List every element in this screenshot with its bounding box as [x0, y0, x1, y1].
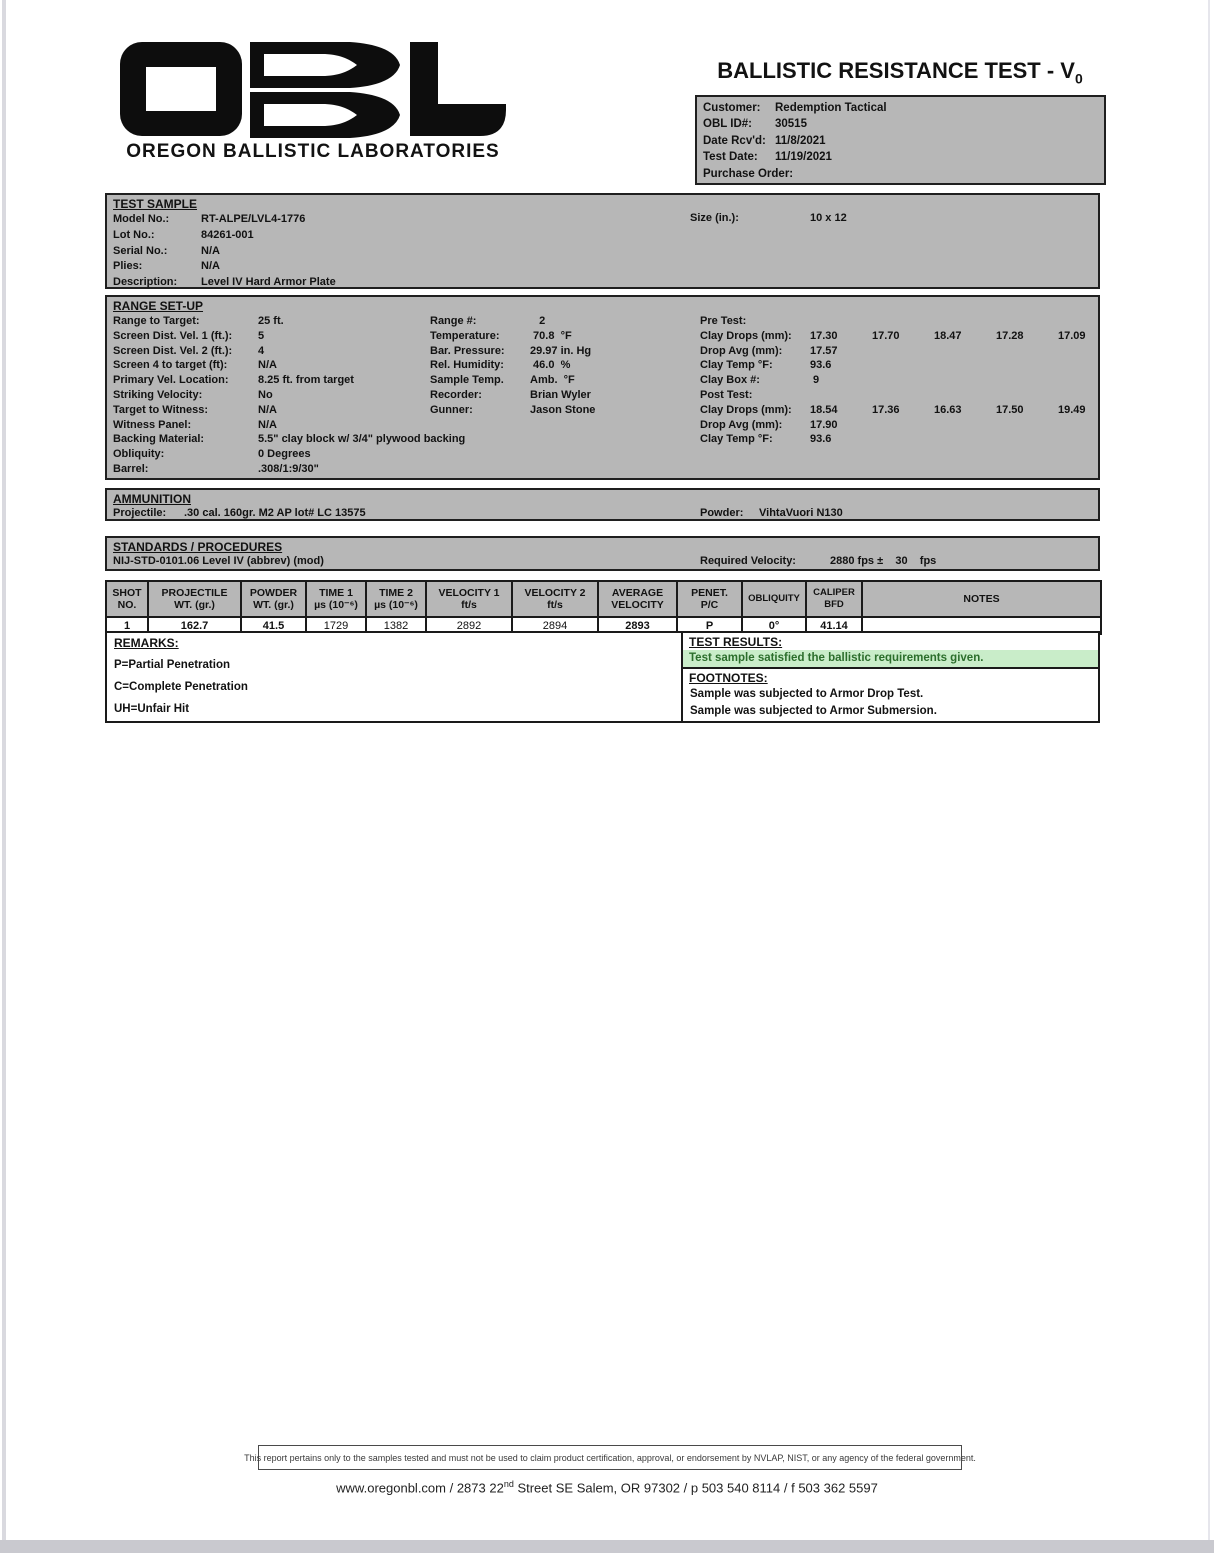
pre-test-title: Pre Test:: [700, 315, 747, 327]
info-row-obl-id: OBL ID#: 30515: [703, 118, 807, 131]
test-sample-row: Model No.: RT-ALPE/LVL4-1776: [113, 213, 306, 225]
remarks-line: C=Complete Penetration: [114, 681, 248, 693]
cell-time-2: 1382: [366, 617, 426, 634]
col-time-1: TIME 1 µs (10⁻⁶): [306, 581, 366, 617]
remarks-heading: REMARKS:: [114, 636, 179, 650]
shot-data-table: [105, 580, 1102, 635]
test-sample-row: Lot No.: 84261-001: [113, 228, 254, 241]
obl-logo-icon: [118, 40, 508, 140]
cell-caliper-bfd: 41.14: [806, 617, 862, 634]
required-velocity-row: Required Velocity: 2880 fps ± 30 fps: [700, 555, 937, 567]
col-time-2: TIME 2 µs (10⁻⁶): [366, 581, 426, 617]
col-velocity-1: VELOCITY 1 ft/s: [426, 581, 512, 617]
footnote-line: Sample was subjected to Armor Submersion.: [690, 704, 937, 717]
range-setup-col2: Range #: 2 Temperature: 70.8 °F Bar. Pressure: 29.97 in. Hg Rel. Humidity: 46.0 % Sample Temp. Amb. °F Recorder: Brian Wyler Gunner: Jason Stone: [430, 315, 596, 416]
cell-shot-no: 1: [106, 617, 148, 634]
powder-row: Powder: VihtaVuori N130: [700, 507, 843, 519]
col-caliper-bfd: CALIPER BFD: [806, 581, 862, 617]
col-obliquity: OBLIQUITY: [742, 581, 806, 617]
col-notes: NOTES: [862, 581, 1101, 617]
info-row-purchase-order: Purchase Order:: [703, 167, 794, 180]
col-velocity-2: VELOCITY 2 ft/s: [512, 581, 598, 617]
cell-projectile-wt: 162.7: [148, 617, 241, 634]
test-results-heading: TEST RESULTS:: [689, 635, 783, 649]
logo-letter-l: [410, 42, 506, 136]
standard-name-row: NIJ-STD-0101.06 Level IV (abbrev) (mod): [113, 555, 324, 567]
test-sample-heading: TEST SAMPLE: [113, 197, 198, 211]
page-edge-right: [1208, 0, 1210, 1553]
range-setup-col1: Range to Target: 25 ft. Screen Dist. Vel. 1 (ft.): 5 Screen Dist. Vel. 2 (ft.): 4 Screen 4 to target (ft): N/A Primary Vel. Location: 8.25 ft. from target Striking Velocity: No Target to Witness: N/A Witness Panel: N/A Backing Material: 5.5" clay block w/ 3/4" plywood backing Obliquity: 0 Degrees Barrel: .308/1:9/30": [113, 315, 466, 475]
range-setup-section: [105, 295, 1100, 480]
test-sample-row: Description: Level IV Hard Armor Plate: [113, 276, 336, 289]
page-bottom-strip: [0, 1540, 1214, 1553]
table-header-row: [106, 581, 1101, 617]
range-setup-heading: RANGE SET-UP: [113, 299, 204, 313]
post-clay-drops: Clay Drops (mm): 18.54 17.36 16.63 17.50 19.49: [700, 403, 1086, 416]
standards-heading: STANDARDS / PROCEDURES: [113, 540, 283, 554]
projectile-row: Projectile: .30 cal. 160gr. M2 AP lot# LC 13575: [113, 507, 366, 519]
info-row-date-received: Date Rcv'd: 11/8/2021: [703, 134, 826, 147]
ammunition-section: [105, 488, 1100, 521]
info-row-customer: Customer: Redemption Tactical: [703, 102, 887, 114]
col-shot-no: SHOT NO.: [106, 581, 148, 617]
disclaimer-box: This report pertains only to the samples tested and must not be used to claim product certification, approval, or endorsement by NVLAP, NIST, or any agency of the federal government.: [258, 1445, 962, 1470]
sample-size: Size (in.): 10 x 12: [690, 212, 847, 224]
info-row-test-date: Test Date: 11/19/2021: [703, 151, 832, 164]
page-title: BALLISTIC RESISTANCE TEST - $V_0$: [717, 58, 1083, 87]
test-sample-row: Serial No.: N/A: [113, 244, 220, 257]
range-setup-col3: Pre Test: Clay Drops (mm): 17.30 17.70 18.47 17.28 17.09 Drop Avg (mm): 17.57 Clay Temp °F: 93.6 Clay Box #: 9 Post Test: Clay Drops (mm): 18.54 17.36 16.63 17.50 19.49 Drop Avg (mm): 17.90 Clay Temp °F: 93.6: [700, 314, 1120, 447]
customer-info-box: [695, 95, 1106, 185]
col-projectile-wt: PROJECTILE WT. (gr.): [148, 581, 241, 617]
col-powder-wt: POWDER WT. (gr.): [241, 581, 306, 617]
footer-address: www.oregonbl.com / 2873 22nd Street SE Salem, OR 97302 / p 503 540 8114 / f 503 362 5597: [336, 1479, 878, 1496]
footnote-line: Sample was subjected to Armor Drop Test.: [690, 688, 924, 700]
remarks-section: [105, 631, 683, 723]
test-results-section: [681, 631, 1100, 723]
standards-section: [105, 536, 1100, 571]
logo-subtitle: OREGON BALLISTIC LABORATORIES: [126, 141, 500, 162]
test-sample-section: [105, 193, 1100, 289]
test-sample-row: Plies: N/A: [113, 260, 220, 273]
col-penetration: PENET. P/C: [677, 581, 742, 617]
post-test-title: Post Test:: [700, 388, 753, 401]
obl-logo: [118, 40, 508, 145]
ammunition-heading: AMMUNITION: [113, 492, 191, 506]
col-average-velocity: AVERAGE VELOCITY: [598, 581, 677, 617]
remarks-line: P=Partial Penetration: [114, 659, 230, 671]
remarks-line: UH=Unfair Hit: [114, 703, 190, 715]
page-edge-left: [2, 0, 6, 1553]
footnotes-heading: FOOTNOTES:: [689, 671, 768, 685]
cell-penetration: P: [677, 617, 742, 634]
cell-average-velocity: 2893: [598, 617, 677, 634]
cell-obliquity: 0°: [742, 617, 806, 634]
cell-velocity-1: 2892: [426, 617, 512, 634]
cell-time-1: 1729: [306, 617, 366, 634]
test-result-status: Test sample satisfied the ballistic requirements given.: [683, 650, 1098, 669]
cell-powder-wt: 41.5: [241, 617, 306, 634]
pre-clay-drops: Clay Drops (mm): 17.30 17.70 18.47 17.28 17.09: [700, 329, 1086, 342]
cell-velocity-2: 2894: [512, 617, 598, 634]
